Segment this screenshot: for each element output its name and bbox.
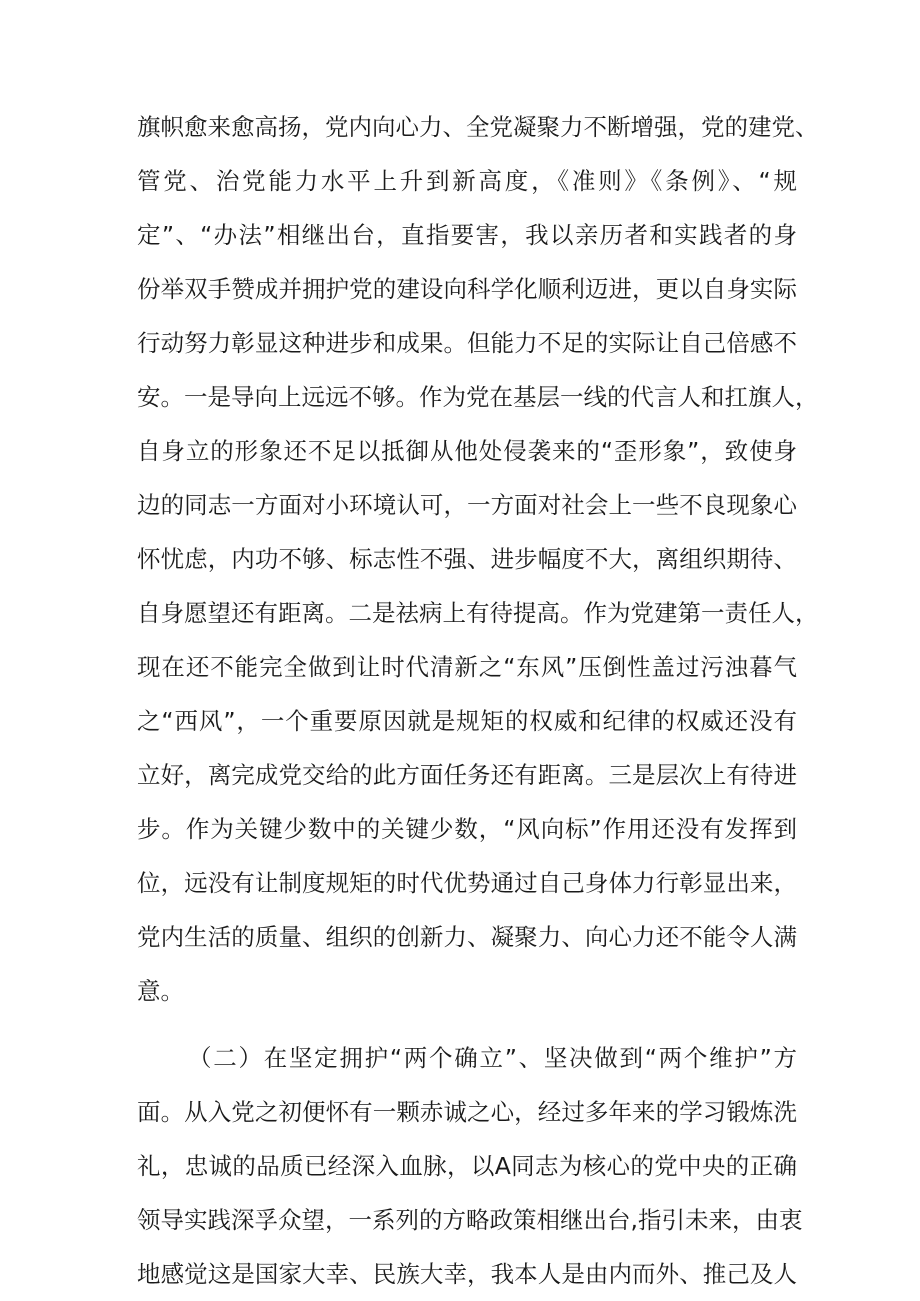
text-line: 自身愿望还有距离。二是祛病上有待提高。作为党建第一责任人， (137, 599, 819, 627)
text-line: 立好，离完成党交给的此方面任务还有距离。三是层次上有待进 (137, 761, 797, 789)
text-line: 位，远没有让制度规矩的时代优势通过自己身体力行彰显出来， (137, 869, 797, 897)
text-line: 自身立的形象还不足以抵御从他处侵袭来的“歪形象”，致使身 (137, 437, 797, 465)
text-line: 面。从入党之初便怀有一颗赤诚之心，经过多年来的学习锻炼洗 (137, 1098, 797, 1126)
text-line: 定”、“办法”相继出台，直指要害，我以亲历者和实践者的身 (137, 221, 797, 249)
text-line: 领导实践深孚众望，一系列的方略政策相继出台,指引未来，由衷 (137, 1206, 803, 1234)
text-line: 行动努力彰显这种进步和成果。但能力不足的实际让自己倍感不 (137, 329, 797, 357)
text-line: 旗帜愈来愈高扬，党内向心力、全党凝聚力不断增强，党的建党、 (137, 113, 819, 141)
text-line: 步。作为关键少数中的关键少数，“风向标”作用还没有发挥到 (137, 815, 797, 843)
text-line: 党内生活的质量、组织的创新力、凝聚力、向心力还不能令人满 (137, 923, 797, 951)
text-line: 现在还不能完全做到让时代清新之“东风”压倒性盖过污浊暮气 (137, 653, 797, 681)
text-line: 份举双手赞成并拥护党的建设向科学化顺利迈进，更以自身实际 (137, 275, 797, 303)
text-line: 安。一是导向上远远不够。作为党在基层一线的代言人和扛旗人， (137, 383, 819, 411)
text-line: 礼，忠诚的品质已经深入血脉，以A同志为核心的党中央的正确 (137, 1152, 797, 1180)
text-line: 边的同志一方面对小环境认可，一方面对社会上一些不良现象心 (137, 491, 797, 519)
text-line: 管党、治党能力水平上升到新高度，《准则》《条例》、“规 (137, 167, 797, 195)
text-line: 地感觉这是国家大幸、民族大幸，我本人是由内而外、推己及人 (137, 1260, 797, 1288)
section-heading-line: （二）在坚定拥护“两个确立”、坚决做到“两个维护”方 (188, 1044, 797, 1072)
text-line: 怀忧虑，内功不够、标志性不强、进步幅度不大，离组织期待、 (137, 545, 797, 573)
text-line: 之“西风”，一个重要原因就是规矩的权威和纪律的权威还没有 (137, 707, 797, 735)
text-line: 意。 (137, 977, 184, 1005)
